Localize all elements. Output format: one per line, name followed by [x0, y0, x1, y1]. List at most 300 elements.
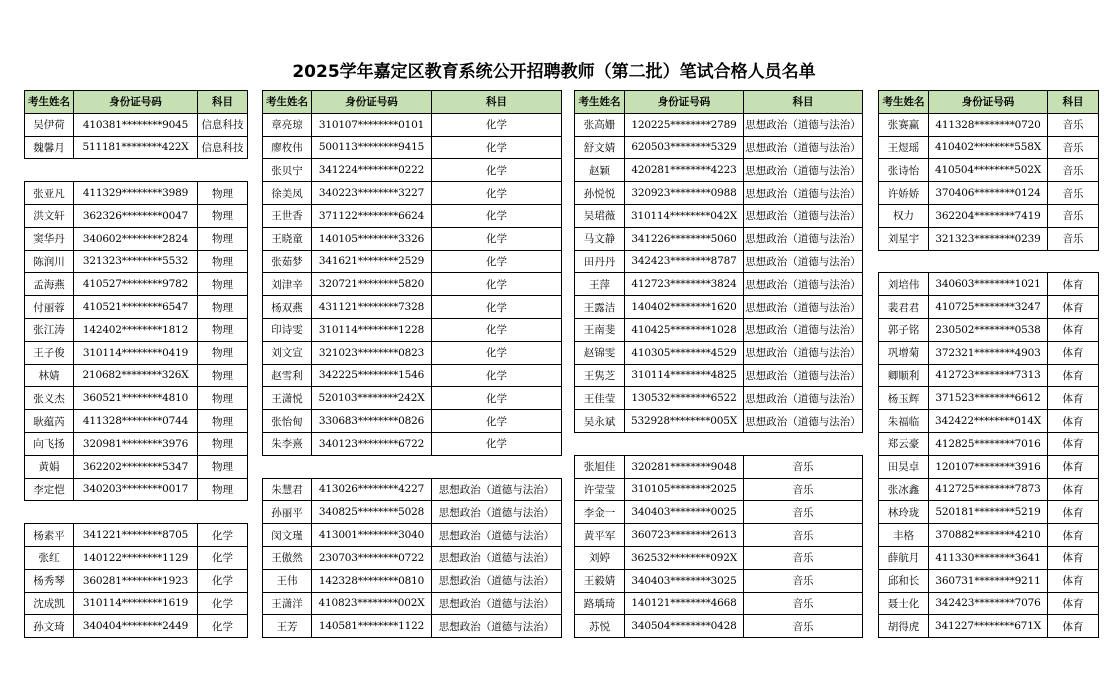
cell-subject: 思想政治（道德与法治）	[432, 478, 562, 501]
cell-name: 张红	[25, 546, 74, 569]
table-row	[879, 432, 1099, 455]
cell-name: 张贝宁	[263, 159, 312, 182]
cell-name: 吴珺薇	[575, 204, 625, 227]
cell-name: 裴君君	[879, 296, 929, 319]
cell-name: 刘培伟	[879, 273, 929, 296]
cell-subject: 体育	[1048, 432, 1099, 455]
spacer-cell	[575, 432, 863, 455]
cell-id: 321323********5532	[74, 250, 198, 273]
cell-subject: 信息科技	[198, 136, 248, 159]
cell-subject: 体育	[1048, 455, 1099, 478]
table-row	[25, 432, 248, 455]
table-row	[263, 318, 562, 341]
spacer-row	[879, 250, 1099, 273]
cell-id: 370406********0124	[929, 182, 1048, 205]
table-row	[879, 410, 1099, 433]
cell-subject: 音乐	[1048, 182, 1099, 205]
cell-name: 印诗雯	[263, 318, 312, 341]
cell-subject: 物理	[198, 410, 248, 433]
cell-subject: 思想政治（道德与法治）	[744, 341, 863, 364]
table-row	[879, 615, 1099, 638]
cell-subject: 体育	[1048, 410, 1099, 433]
cell-id: 431121********7328	[312, 296, 432, 319]
cell-name: 郑云豪	[879, 432, 929, 455]
cell-subject: 思想政治（道德与法治）	[744, 273, 863, 296]
header-subject: 科目	[432, 91, 562, 114]
cell-subject: 思想政治（道德与法治）	[744, 159, 863, 182]
cell-subject: 体育	[1048, 364, 1099, 387]
table-row	[575, 204, 863, 227]
cell-subject: 物理	[198, 455, 248, 478]
header-name: 考生姓名	[879, 91, 929, 114]
cell-subject: 体育	[1048, 524, 1099, 547]
table-row	[575, 546, 863, 569]
cell-subject: 化学	[432, 387, 562, 410]
table-row	[263, 113, 562, 136]
cell-name: 张怡甸	[263, 410, 312, 433]
cell-id: 310114********0419	[74, 341, 198, 364]
table-row	[25, 546, 248, 569]
cell-id: 340203********0017	[74, 478, 198, 501]
cell-id: 371122********6624	[312, 204, 432, 227]
cell-subject: 化学	[432, 296, 562, 319]
cell-id: 310114********4825	[625, 364, 744, 387]
table-row	[25, 364, 248, 387]
table-row	[263, 250, 562, 273]
cell-id: 341221********8705	[74, 524, 198, 547]
cell-name: 张高姗	[575, 113, 625, 136]
cell-id: 411328********0744	[74, 410, 198, 433]
cell-id: 340825********5028	[312, 501, 432, 524]
cell-subject: 化学	[432, 410, 562, 433]
cell-name: 卿顺利	[879, 364, 929, 387]
cell-id: 411328********0720	[929, 113, 1048, 136]
cell-id: 371523********6612	[929, 387, 1048, 410]
table-row	[575, 136, 863, 159]
table-row	[879, 182, 1099, 205]
cell-subject: 化学	[432, 273, 562, 296]
cell-id: 360281********1923	[74, 569, 198, 592]
cell-name: 刘文宣	[263, 341, 312, 364]
table-row	[263, 136, 562, 159]
cell-subject: 音乐	[1048, 159, 1099, 182]
cell-id: 120225********2789	[625, 113, 744, 136]
cell-name: 王隽芝	[575, 364, 625, 387]
cell-name: 洪文轩	[25, 204, 74, 227]
cell-name: 薛航月	[879, 546, 929, 569]
cell-name: 马文静	[575, 227, 625, 250]
cell-id: 341227********671X	[929, 615, 1048, 638]
cell-id: 321023********0823	[312, 341, 432, 364]
cell-id: 410823********002X	[312, 592, 432, 615]
cell-id: 130532********6522	[625, 387, 744, 410]
cell-id: 410381********9045	[74, 113, 198, 136]
cell-id: 342422********014X	[929, 410, 1048, 433]
table-row	[879, 364, 1099, 387]
cell-id: 412825********7016	[929, 432, 1048, 455]
cell-name: 杨玉辉	[879, 387, 929, 410]
cell-name: 徐美凤	[263, 182, 312, 205]
cell-name: 丰格	[879, 524, 929, 547]
header-name: 考生姓名	[575, 91, 625, 114]
cell-subject: 思想政治（道德与法治）	[432, 615, 562, 638]
cell-subject: 音乐	[1048, 204, 1099, 227]
spacer-row	[25, 159, 248, 182]
cell-id: 310114********1619	[74, 592, 198, 615]
cell-name: 赵颖	[575, 159, 625, 182]
cell-id: 140121********4668	[625, 592, 744, 615]
header-row	[263, 91, 562, 114]
cell-subject: 思想政治（道德与法治）	[432, 501, 562, 524]
cell-id: 372321********4903	[929, 341, 1048, 364]
cell-subject: 物理	[198, 478, 248, 501]
cell-subject: 物理	[198, 318, 248, 341]
header-name: 考生姓名	[263, 91, 312, 114]
cell-name: 魏馨月	[25, 136, 74, 159]
table-row	[263, 341, 562, 364]
roster-table-4	[878, 90, 1099, 638]
table-row	[25, 273, 248, 296]
cell-id: 340603********1021	[929, 273, 1048, 296]
table-row	[575, 501, 863, 524]
cell-name: 苏悦	[575, 615, 625, 638]
cell-subject: 化学	[432, 341, 562, 364]
cell-subject: 物理	[198, 204, 248, 227]
cell-name: 胡得虎	[879, 615, 929, 638]
cell-subject: 思想政治（道德与法治）	[744, 227, 863, 250]
spacer-cell	[879, 250, 1099, 273]
table-row	[879, 478, 1099, 501]
table-row	[25, 341, 248, 364]
header-id: 身份证号码	[312, 91, 432, 114]
table-row	[575, 159, 863, 182]
cell-name: 王子俊	[25, 341, 74, 364]
cell-name: 廖枚伟	[263, 136, 312, 159]
cell-id: 142402********1812	[74, 318, 198, 341]
header-subject: 科目	[744, 91, 863, 114]
table-row	[25, 296, 248, 319]
cell-id: 410521********6547	[74, 296, 198, 319]
table-row	[263, 296, 562, 319]
header-subject: 科目	[1048, 91, 1099, 114]
cell-subject: 思想政治（道德与法治）	[432, 546, 562, 569]
table-row	[879, 569, 1099, 592]
table-row	[263, 524, 562, 547]
cell-subject: 思想政治（道德与法治）	[432, 569, 562, 592]
cell-id: 340504********0428	[625, 615, 744, 638]
table-row	[263, 615, 562, 638]
cell-id: 362532********092X	[625, 546, 744, 569]
roster-table-1	[24, 90, 248, 638]
spacer-row	[25, 501, 248, 524]
cell-subject: 思想政治（道德与法治）	[744, 364, 863, 387]
cell-id: 341621********2529	[312, 250, 432, 273]
table-row	[25, 113, 248, 136]
table-row	[575, 250, 863, 273]
cell-id: 310105********2025	[625, 478, 744, 501]
cell-name: 赵锦雯	[575, 341, 625, 364]
cell-id: 340223********3227	[312, 182, 432, 205]
cell-id: 410527********9782	[74, 273, 198, 296]
header-row	[575, 91, 863, 114]
roster-table-3	[574, 90, 863, 638]
cell-name: 郭子铭	[879, 318, 929, 341]
cell-name: 张赛赢	[879, 113, 929, 136]
cell-name: 李定恺	[25, 478, 74, 501]
cell-name: 王萍	[575, 273, 625, 296]
table-row	[575, 182, 863, 205]
cell-id: 413026********4227	[312, 478, 432, 501]
cell-name: 许莹莹	[575, 478, 625, 501]
table-row	[575, 387, 863, 410]
table-row	[575, 615, 863, 638]
table-row	[575, 318, 863, 341]
table-row	[25, 455, 248, 478]
cell-subject: 音乐	[744, 592, 863, 615]
cell-name: 许娇娇	[879, 182, 929, 205]
cell-name: 王南斐	[575, 318, 625, 341]
cell-subject: 思想政治（道德与法治）	[744, 182, 863, 205]
cell-id: 142328********0810	[312, 569, 432, 592]
cell-subject: 化学	[198, 569, 248, 592]
cell-name: 王潇洋	[263, 592, 312, 615]
cell-subject: 化学	[198, 592, 248, 615]
cell-id: 140122********1129	[74, 546, 198, 569]
cell-id: 342423********7076	[929, 592, 1048, 615]
cell-subject: 化学	[432, 182, 562, 205]
table-row	[263, 364, 562, 387]
cell-subject: 音乐	[1048, 136, 1099, 159]
cell-id: 370882********4210	[929, 524, 1048, 547]
table-row	[263, 569, 562, 592]
table-row	[575, 569, 863, 592]
cell-id: 411329********3989	[74, 182, 198, 205]
table-row	[879, 136, 1099, 159]
cell-id: 360731********9211	[929, 569, 1048, 592]
cell-subject: 思想政治（道德与法治）	[744, 136, 863, 159]
spacer-row	[575, 432, 863, 455]
cell-subject: 音乐	[1048, 227, 1099, 250]
cell-id: 230703********0722	[312, 546, 432, 569]
table-row	[263, 478, 562, 501]
table-row	[25, 250, 248, 273]
cell-id: 310107********0101	[312, 113, 432, 136]
header-id: 身份证号码	[929, 91, 1048, 114]
cell-name: 付丽蓉	[25, 296, 74, 319]
cell-subject: 思想政治（道德与法治）	[744, 204, 863, 227]
cell-id: 140581********1122	[312, 615, 432, 638]
cell-subject: 音乐	[744, 478, 863, 501]
cell-name: 李金一	[575, 501, 625, 524]
cell-id: 341224********0222	[312, 159, 432, 182]
table-row	[25, 136, 248, 159]
cell-name: 杨双燕	[263, 296, 312, 319]
cell-subject: 体育	[1048, 296, 1099, 319]
cell-subject: 思想政治（道德与法治）	[744, 410, 863, 433]
cell-subject: 体育	[1048, 546, 1099, 569]
cell-subject: 体育	[1048, 478, 1099, 501]
cell-name: 孙丽平	[263, 501, 312, 524]
cell-subject: 物理	[198, 432, 248, 455]
cell-subject: 体育	[1048, 273, 1099, 296]
cell-subject: 化学	[432, 227, 562, 250]
header-id: 身份证号码	[625, 91, 744, 114]
cell-name: 张茹梦	[263, 250, 312, 273]
cell-subject: 化学	[432, 432, 562, 455]
table-row	[575, 455, 863, 478]
cell-id: 342423********8787	[625, 250, 744, 273]
table-row	[575, 478, 863, 501]
table-row	[575, 227, 863, 250]
cell-name: 邱和长	[879, 569, 929, 592]
cell-name: 陈润川	[25, 250, 74, 273]
cell-id: 320923********0988	[625, 182, 744, 205]
header-row	[879, 91, 1099, 114]
cell-subject: 物理	[198, 227, 248, 250]
cell-id: 362202********5347	[74, 455, 198, 478]
table-row	[575, 341, 863, 364]
cell-subject: 化学	[432, 250, 562, 273]
table-row	[25, 569, 248, 592]
cell-subject: 体育	[1048, 569, 1099, 592]
cell-name: 向飞扬	[25, 432, 74, 455]
cell-subject: 体育	[1048, 592, 1099, 615]
cell-id: 140402********1620	[625, 296, 744, 319]
cell-subject: 物理	[198, 364, 248, 387]
table-row	[263, 501, 562, 524]
cell-subject: 音乐	[744, 455, 863, 478]
cell-subject: 物理	[198, 273, 248, 296]
table-row	[575, 296, 863, 319]
cell-subject: 体育	[1048, 318, 1099, 341]
cell-id: 140105********3326	[312, 227, 432, 250]
table-row	[25, 524, 248, 547]
cell-name: 林玲珑	[879, 501, 929, 524]
cell-name: 张江涛	[25, 318, 74, 341]
cell-name: 杨素平	[25, 524, 74, 547]
cell-id: 500113********9415	[312, 136, 432, 159]
cell-id: 413001********3040	[312, 524, 432, 547]
cell-name: 田昊卓	[879, 455, 929, 478]
cell-subject: 化学	[198, 546, 248, 569]
table-row	[879, 387, 1099, 410]
cell-subject: 物理	[198, 250, 248, 273]
cell-id: 230502********0538	[929, 318, 1048, 341]
table-row	[879, 455, 1099, 478]
cell-name: 王佳莹	[575, 387, 625, 410]
cell-subject: 音乐	[744, 569, 863, 592]
cell-id: 411330********3641	[929, 546, 1048, 569]
table-row	[25, 387, 248, 410]
cell-subject: 物理	[198, 387, 248, 410]
table-row	[263, 273, 562, 296]
cell-subject: 思想政治（道德与法治）	[432, 592, 562, 615]
cell-id: 360521********4810	[74, 387, 198, 410]
cell-name: 王露洁	[575, 296, 625, 319]
cell-name: 孙文琦	[25, 615, 74, 638]
table-row	[879, 341, 1099, 364]
table-row	[879, 159, 1099, 182]
cell-id: 330683********0826	[312, 410, 432, 433]
cell-subject: 物理	[198, 341, 248, 364]
cell-name: 舒文婧	[575, 136, 625, 159]
cell-name: 刘婷	[575, 546, 625, 569]
cell-name: 张义杰	[25, 387, 74, 410]
cell-name: 王芳	[263, 615, 312, 638]
cell-subject: 思想政治（道德与法治）	[744, 296, 863, 319]
cell-id: 410305********4529	[625, 341, 744, 364]
cell-id: 532928********005X	[625, 410, 744, 433]
table-row	[25, 318, 248, 341]
cell-subject: 音乐	[744, 501, 863, 524]
cell-subject: 化学	[432, 159, 562, 182]
cell-id: 340403********0025	[625, 501, 744, 524]
cell-subject: 物理	[198, 296, 248, 319]
table-row	[575, 113, 863, 136]
cell-id: 410504********502X	[929, 159, 1048, 182]
cell-name: 聂士化	[879, 592, 929, 615]
header-row	[25, 91, 248, 114]
table-row	[263, 182, 562, 205]
table-row	[263, 227, 562, 250]
cell-id: 320281********9048	[625, 455, 744, 478]
cell-id: 310114********1228	[312, 318, 432, 341]
cell-id: 410402********558X	[929, 136, 1048, 159]
cell-name: 赵雪利	[263, 364, 312, 387]
cell-id: 340602********2824	[74, 227, 198, 250]
cell-name: 王煜瑶	[879, 136, 929, 159]
cell-subject: 音乐	[1048, 113, 1099, 136]
spacer-cell	[25, 159, 248, 182]
cell-name: 权力	[879, 204, 929, 227]
cell-id: 120107********3916	[929, 455, 1048, 478]
table-row	[263, 592, 562, 615]
cell-subject: 化学	[432, 136, 562, 159]
cell-subject: 思想政治（道德与法治）	[432, 524, 562, 547]
cell-id: 412725********7873	[929, 478, 1048, 501]
cell-id: 310114********042X	[625, 204, 744, 227]
cell-id: 410725********3247	[929, 296, 1048, 319]
cell-name: 王毅婧	[575, 569, 625, 592]
cell-name: 朱慧君	[263, 478, 312, 501]
cell-id: 320721********5820	[312, 273, 432, 296]
cell-subject: 化学	[198, 524, 248, 547]
cell-id: 321323********0239	[929, 227, 1048, 250]
cell-id: 511181********422X	[74, 136, 198, 159]
cell-subject: 体育	[1048, 615, 1099, 638]
header-id: 身份证号码	[74, 91, 198, 114]
cell-id: 320981********3976	[74, 432, 198, 455]
cell-name: 王潇悦	[263, 387, 312, 410]
table-row	[25, 182, 248, 205]
cell-subject: 化学	[432, 113, 562, 136]
table-row	[25, 410, 248, 433]
cell-name: 吴永斌	[575, 410, 625, 433]
cell-name: 张诗怡	[879, 159, 929, 182]
cell-name: 张旭佳	[575, 455, 625, 478]
cell-name: 路瑀琦	[575, 592, 625, 615]
cell-subject: 音乐	[744, 524, 863, 547]
cell-name: 张冰鑫	[879, 478, 929, 501]
cell-subject: 化学	[432, 318, 562, 341]
cell-id: 520181********5219	[929, 501, 1048, 524]
table-row	[263, 546, 562, 569]
cell-name: 黄平军	[575, 524, 625, 547]
cell-name: 刘津辛	[263, 273, 312, 296]
page-title: 2025学年嘉定区教育系统公开招聘教师（第二批）笔试合格人员名单	[292, 62, 816, 82]
table-row	[263, 387, 562, 410]
cell-id: 340404********2449	[74, 615, 198, 638]
